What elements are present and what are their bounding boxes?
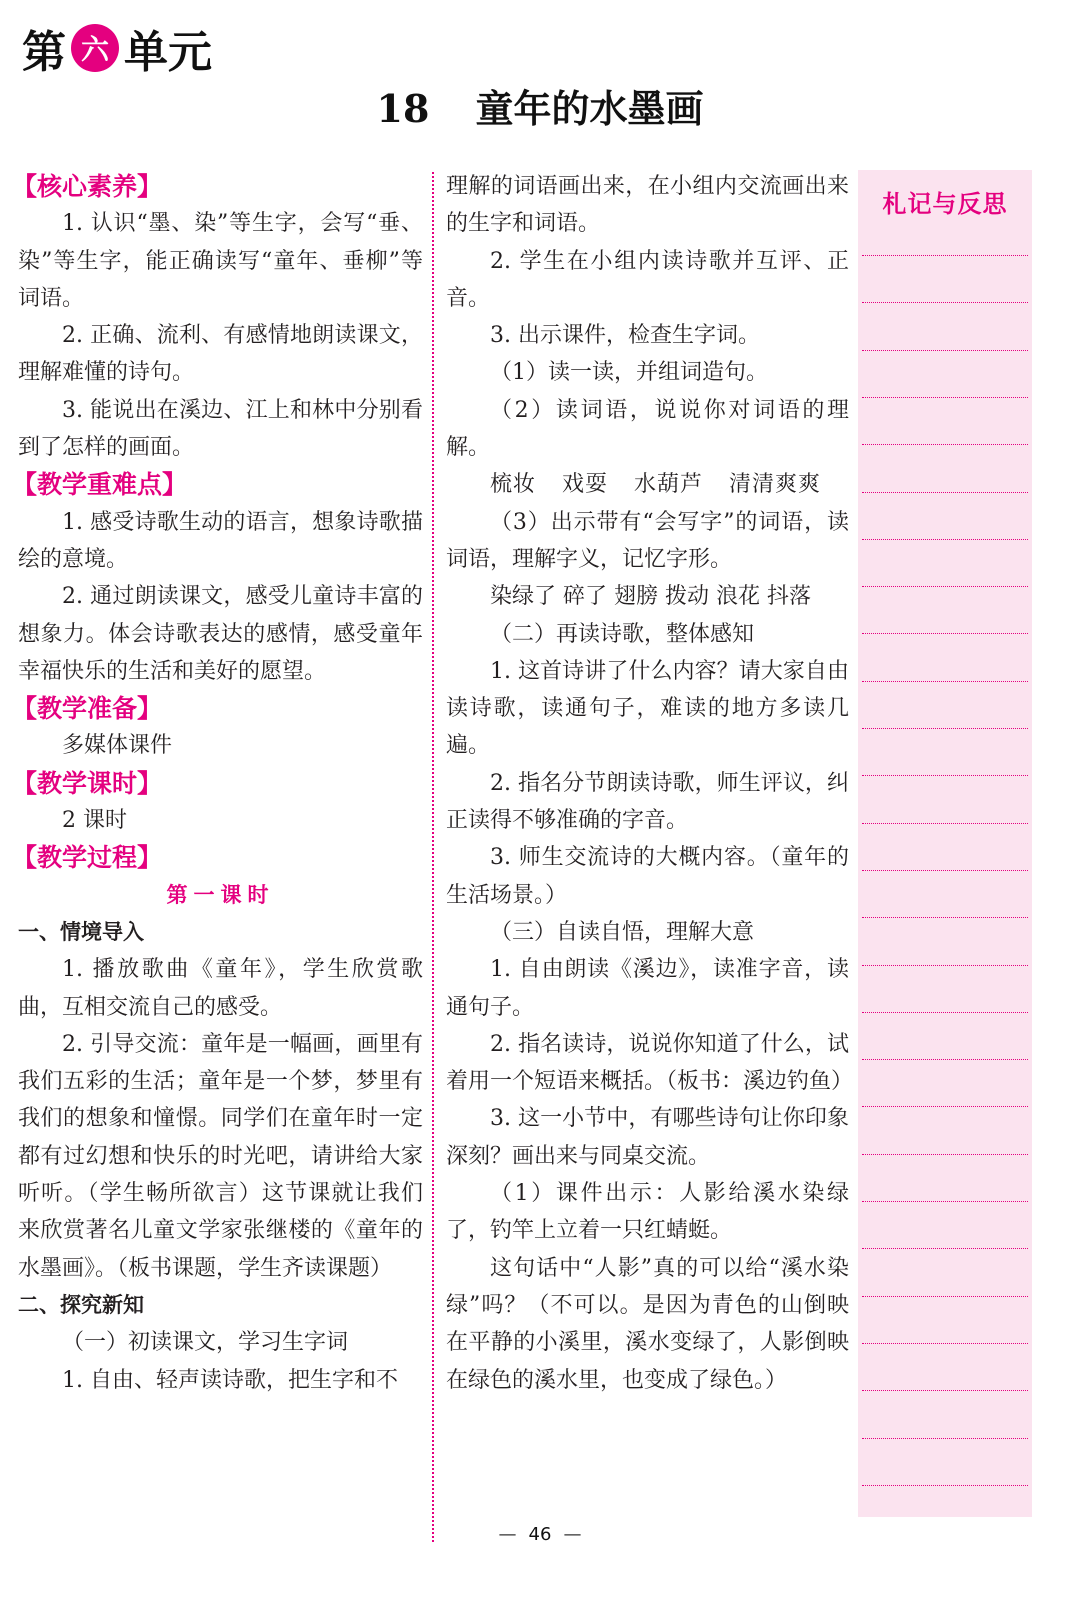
notes-line [862, 1059, 1028, 1060]
section-heading: 【教学过程】 [12, 843, 163, 873]
section-heading: 【核心素养】 [12, 172, 163, 201]
paragraph: （1）课件出示：人影给溪水染绿了，钓竿上立着一只红蜻蜓。 [446, 1181, 849, 1244]
paragraph: 3. 出示课件，检查生字词。 [490, 323, 760, 349]
notes-line [862, 397, 1028, 398]
page-footer: — 46 — [498, 1524, 582, 1545]
lesson-period-heading: 第一课时 [166, 882, 275, 907]
notes-line [862, 1248, 1028, 1249]
paragraph: 1. 自由朗读《溪边》，读准字音，读通句子。 [446, 957, 849, 1020]
step-heading: 一、情境导入 [18, 919, 144, 944]
notes-line [862, 633, 1028, 634]
notes-line [862, 1343, 1028, 1344]
left-column [12, 168, 423, 1399]
notes-title: 札记与反思 [882, 190, 1008, 218]
notes-line [862, 1201, 1028, 1202]
paragraph: 2. 指名分节朗读诗歌，师生评议，纠正读得不够准确的字音。 [446, 770, 849, 834]
paragraph: 1. 认识“墨、染”等生字，会写“垂、染”等生字，能正确读写“童年、垂柳”等词语。 [18, 211, 423, 311]
unit-heading [22, 18, 212, 78]
notes-line [862, 350, 1028, 351]
paragraph: 1. 感受诗歌生动的语言，想象诗歌描绘的意境。 [18, 509, 423, 572]
lesson-number: 18 [376, 86, 430, 131]
paragraph: 2. 学生在小组内读诗歌并互评、正音。 [446, 248, 849, 311]
notes-line [862, 1438, 1028, 1439]
notes-line [862, 728, 1028, 729]
notes-line [862, 1106, 1028, 1107]
middle-column [446, 168, 854, 1399]
paragraph: 3. 能说出在溪边、江上和林中分别看到了怎样的画面。 [18, 397, 423, 461]
notes-line [862, 444, 1028, 445]
notes-line [862, 539, 1028, 540]
paragraph: （三）自读自悟，理解大意 [490, 919, 755, 945]
notes-line [862, 1485, 1028, 1486]
paragraph: （3）出示带有“会写字”的词语，读词语，理解字义，记忆字形。 [446, 509, 849, 572]
paragraph: 这句话中“人影”真的可以给“溪水染绿”吗？（不可以。是因为青色的山倒映在平静的小溪里，溪水变绿了，人影倒映在绿色的溪水里，也变成了绿色。） [446, 1255, 849, 1393]
paragraph: 1. 播放歌曲《童年》，学生欣赏歌曲，互相交流自己的感受。 [18, 957, 423, 1020]
paragraph: 3. 这一小节中，有哪些诗句让你印象深刻？画出来与同桌交流。 [446, 1106, 849, 1169]
notes-line [862, 870, 1028, 871]
section-heading: 【教学重难点】 [12, 470, 188, 500]
notes-line [862, 586, 1028, 587]
notes-line [862, 255, 1028, 256]
notes-line [862, 1296, 1028, 1297]
notes-line [862, 302, 1028, 303]
section-heading: 【教学课时】 [12, 768, 163, 798]
notes-line [862, 492, 1028, 493]
notes-line [862, 775, 1028, 776]
paragraph: （1）读一读，并组词造句。 [490, 360, 768, 386]
step-heading: 二、探究新知 [18, 1292, 144, 1317]
notes-line [862, 1012, 1028, 1013]
paragraph: 多媒体课件 [62, 733, 173, 759]
section-heading: 【教学准备】 [12, 694, 163, 724]
word-list: 梳妆 戏耍 水葫芦 清清爽爽 [490, 472, 821, 498]
paragraph: 理解的词语画出来，在小组内交流画出来的生字和词语。 [446, 174, 849, 237]
paragraph: 1. 自由、轻声读诗歌，把生字和不 [62, 1367, 398, 1393]
unit-suffix: 单元 [124, 27, 212, 78]
column-divider [432, 172, 434, 1542]
unit-prefix: 第 [22, 27, 66, 78]
paragraph: 2. 通过朗读课文，感受儿童诗丰富的想象力。体会诗歌表达的感情，感受童年幸福快乐的生活和美好的愿望。 [18, 584, 423, 684]
notes-panel [858, 170, 1032, 1517]
notes-line [862, 965, 1028, 966]
paragraph: 2. 引导交流：童年是一幅画，画里有我们五彩的生活；童年是一个梦，梦里有我们的想象和憧憬。同学们在童年时一定都有过幻想和快乐的时光吧，请讲给大家听听。（学生畅所欲言）这节课就让我们来欣赏著名儿童文学家张继楼的《童年的水墨画》。（板书课题，学生齐读课题） [18, 1031, 423, 1281]
notes-line [862, 823, 1028, 824]
lesson-title [0, 78, 1080, 133]
paragraph: 2 课时 [62, 808, 127, 834]
notes-line [862, 1390, 1028, 1391]
paragraph: （二）再读诗歌，整体感知 [490, 621, 755, 647]
paragraph: （2）读词语，说说你对词语的理解。 [446, 397, 849, 461]
notes-line [862, 917, 1028, 918]
lesson-title-text: 童年的水墨画 [475, 86, 704, 131]
page-number: 46 [528, 1524, 552, 1545]
paragraph: （一）初读课文，学习生字词 [62, 1330, 349, 1356]
paragraph: 3. 师生交流诗的大概内容。（童年的生活场景。） [446, 845, 849, 908]
paragraph: 2. 正确、流利、有感情地朗读课文，理解难懂的诗句。 [18, 323, 423, 386]
notes-line [862, 1154, 1028, 1155]
paragraph: 染绿了 碎了 翅膀 拨动 浪花 抖落 [490, 584, 811, 610]
paragraph: 1. 这首诗讲了什么内容？请大家自由读诗歌，读通句子，难读的地方多读几遍。 [446, 658, 849, 759]
notes-line [862, 681, 1028, 682]
paragraph: 2. 指名读诗，说说你知道了什么，试着用一个短语来概括。（板书：溪边钓鱼） [446, 1031, 854, 1095]
unit-number-badge: 六 [71, 24, 119, 72]
